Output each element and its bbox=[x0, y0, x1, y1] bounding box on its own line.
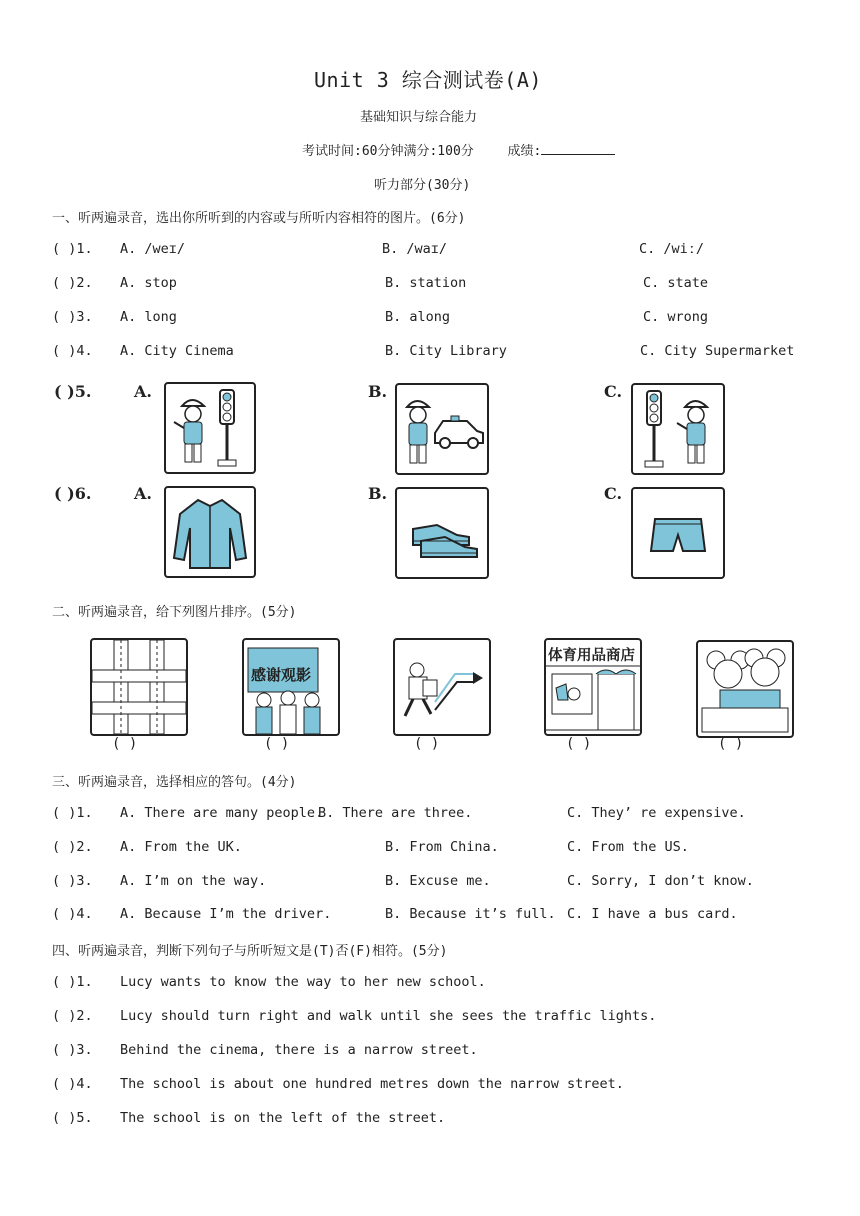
q5-option-a-image[interactable] bbox=[164, 382, 256, 474]
q5-label-c: C. bbox=[604, 382, 623, 401]
s4-statement-5 bbox=[52, 1110, 812, 1130]
answer-bracket[interactable]: ( )1. bbox=[52, 241, 93, 257]
q5-option-c-image[interactable] bbox=[631, 383, 725, 475]
s1-question-4 bbox=[52, 343, 812, 363]
answer-bracket[interactable]: ( )2. bbox=[52, 275, 93, 291]
statement-text: Lucy wants to know the way to her new school. bbox=[120, 974, 486, 990]
option-c: C. They’ re expensive. bbox=[567, 805, 746, 821]
shorts-icon bbox=[633, 489, 723, 577]
police-car-icon bbox=[397, 385, 487, 473]
q6-label-c: C. bbox=[604, 484, 623, 503]
option-b: B. Excuse me. bbox=[385, 873, 491, 889]
cinema-people-icon bbox=[244, 640, 338, 734]
page-subtitle: 基础知识与综合能力 bbox=[360, 110, 478, 125]
option-c: C. wrong bbox=[643, 309, 709, 325]
store-sign: 体育用品商店 bbox=[548, 648, 635, 664]
statement-text: Lucy should turn right and walk until she sees the traffic lights. bbox=[120, 1008, 657, 1024]
score-blank[interactable] bbox=[541, 142, 615, 155]
option-a: A. stop bbox=[120, 275, 177, 291]
answer-bracket[interactable]: ( )5. bbox=[52, 1110, 93, 1126]
answer-bracket[interactable]: ( )3. bbox=[52, 309, 93, 325]
shoes-icon bbox=[397, 489, 487, 577]
answer-bracket[interactable]: ( )2. bbox=[52, 839, 93, 855]
q5-label-a: A. bbox=[134, 382, 152, 401]
s1-question-2 bbox=[52, 275, 812, 295]
police-traffic-light-icon bbox=[166, 384, 254, 472]
section3-heading: 三、听两遍录音，选择相应的答句。(4分) bbox=[52, 775, 297, 790]
option-c: C. City Supermarket bbox=[640, 343, 795, 359]
s3-question-4 bbox=[52, 906, 812, 926]
option-a: A. There are many people. bbox=[120, 805, 324, 821]
s2-bracket-3[interactable]: ( ) bbox=[414, 736, 440, 752]
mice-reading-map-icon bbox=[698, 642, 792, 736]
exam-info bbox=[302, 140, 615, 159]
option-a: A. long bbox=[120, 309, 177, 325]
option-b: B. City Library bbox=[385, 343, 507, 359]
option-a: A. From the UK. bbox=[120, 839, 242, 855]
sports-store-icon bbox=[546, 640, 640, 734]
page-title: Unit 3 综合测试卷(A) bbox=[314, 68, 542, 92]
s2-picture-turn-right[interactable] bbox=[393, 638, 491, 736]
answer-bracket[interactable]: ( )3. bbox=[52, 1042, 93, 1058]
option-b: B. along bbox=[385, 309, 451, 325]
option-b: B. /waɪ/ bbox=[382, 241, 448, 257]
section4-heading: 四、听两遍录音，判断下列句子与所听短文是(T)否(F)相符。(5分) bbox=[52, 944, 448, 959]
section2-heading: 二、听两遍录音，给下列图片排序。(5分) bbox=[52, 605, 297, 620]
section1-heading: 一、听两遍录音，选出你所听到的内容或与所听内容相符的图片。(6分) bbox=[52, 211, 466, 226]
option-b: B. From China. bbox=[385, 839, 499, 855]
s4-statement-4 bbox=[52, 1076, 812, 1096]
option-a: A. /weɪ/ bbox=[120, 241, 186, 257]
score-label: 成绩: bbox=[507, 144, 542, 159]
traffic-light-police-icon bbox=[633, 385, 723, 473]
walking-turn-icon bbox=[395, 640, 489, 734]
option-a: A. Because I’m the driver. bbox=[120, 906, 332, 922]
s3-question-3 bbox=[52, 873, 812, 893]
statement-text: Behind the cinema, there is a narrow street. bbox=[120, 1042, 478, 1058]
option-c: C. I have a bus card. bbox=[567, 906, 738, 922]
q6-option-a-image[interactable] bbox=[164, 486, 256, 578]
answer-bracket[interactable]: ( )4. bbox=[52, 343, 93, 359]
q6-label-b: B. bbox=[368, 484, 388, 503]
s4-statement-2 bbox=[52, 1008, 812, 1028]
s4-statement-3 bbox=[52, 1042, 812, 1062]
option-a: A. City Cinema bbox=[120, 343, 234, 359]
option-c: C. /wiː/ bbox=[639, 241, 705, 257]
s3-question-1 bbox=[52, 805, 812, 825]
s2-bracket-2[interactable]: ( ) bbox=[264, 736, 290, 752]
answer-bracket[interactable]: ( )2. bbox=[52, 1008, 93, 1024]
q6-option-b-image[interactable] bbox=[395, 487, 489, 579]
s4-statement-1 bbox=[52, 974, 812, 994]
statement-text: The school is on the left of the street. bbox=[120, 1110, 446, 1126]
option-c: C. Sorry, I don’t know. bbox=[567, 873, 754, 889]
q5-option-b-image[interactable] bbox=[395, 383, 489, 475]
q5-label-b: B. bbox=[368, 382, 388, 401]
s2-picture-cinema[interactable] bbox=[242, 638, 340, 736]
crossroads-icon bbox=[92, 640, 186, 734]
option-b: B. There are three. bbox=[318, 805, 473, 821]
statement-text: The school is about one hundred metres down the narrow street. bbox=[120, 1076, 624, 1092]
q5-bracket[interactable]: ( )5. bbox=[54, 382, 92, 401]
s2-bracket-5[interactable]: ( ) bbox=[718, 736, 744, 752]
answer-bracket[interactable]: ( )4. bbox=[52, 906, 93, 922]
exam-time: 考试时间:60分钟满分:100分 bbox=[302, 144, 474, 159]
s3-question-2 bbox=[52, 839, 812, 859]
cinema-sign: 感谢观影 bbox=[251, 666, 312, 684]
option-a: A. I’m on the way. bbox=[120, 873, 267, 889]
option-b: B. Because it’s full. bbox=[385, 906, 556, 922]
answer-bracket[interactable]: ( )3. bbox=[52, 873, 93, 889]
q6-label-a: A. bbox=[134, 484, 152, 503]
s2-bracket-4[interactable]: ( ) bbox=[566, 736, 592, 752]
shirt-icon bbox=[166, 488, 254, 576]
option-c: C. state bbox=[643, 275, 709, 291]
s2-bracket-1[interactable]: ( ) bbox=[112, 736, 138, 752]
option-c: C. From the US. bbox=[567, 839, 689, 855]
q6-option-c-image[interactable] bbox=[631, 487, 725, 579]
q6-bracket[interactable]: ( )6. bbox=[54, 484, 92, 503]
s2-picture-crossroads[interactable] bbox=[90, 638, 188, 736]
s1-question-3 bbox=[52, 309, 812, 329]
answer-bracket[interactable]: ( )4. bbox=[52, 1076, 93, 1092]
s2-picture-sports-store[interactable] bbox=[544, 638, 642, 736]
option-b: B. station bbox=[385, 275, 467, 291]
s1-question-1 bbox=[52, 241, 812, 261]
listening-part-label: 听力部分(30分) bbox=[374, 178, 471, 193]
s2-picture-mice-map[interactable] bbox=[696, 640, 794, 738]
answer-bracket[interactable]: ( )1. bbox=[52, 805, 93, 821]
answer-bracket[interactable]: ( )1. bbox=[52, 974, 93, 990]
